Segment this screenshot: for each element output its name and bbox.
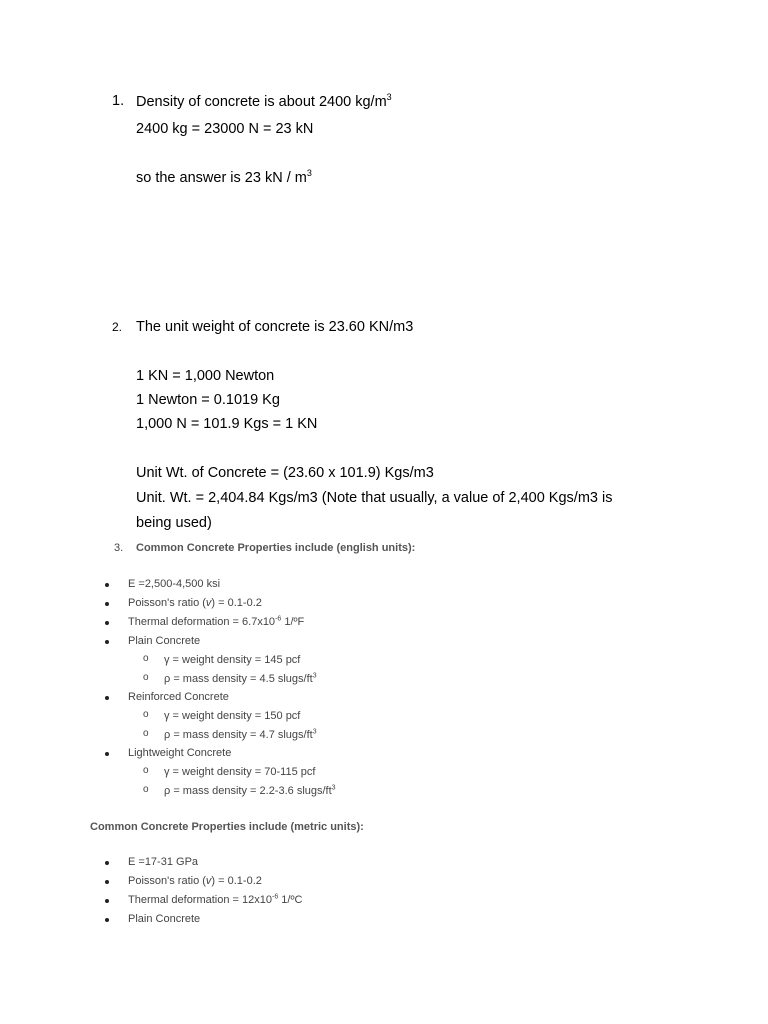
thermal-unit: 1/ºF xyxy=(281,616,305,628)
unit-wt-result-line: Unit. Wt. = 2,404.84 Kgs/m3 (Note that usually, a value of 2,400 Kgs/m3 is xyxy=(136,490,613,506)
poisson-value: ) = 0.1-0.2 xyxy=(211,875,262,887)
bullet-marker xyxy=(105,918,109,922)
english-lightweight-concrete: Lightweight Concrete xyxy=(128,747,232,759)
reinforced-mass-density xyxy=(164,728,317,742)
item-number-2: 2. xyxy=(112,320,123,334)
thermal-exponent: -6 xyxy=(275,615,282,623)
english-e-value: E =2,500-4,500 ksi xyxy=(128,578,221,590)
unit-wt-note-line: being used) xyxy=(136,515,212,531)
bullet-marker xyxy=(105,602,109,606)
sub-bullet-marker: o xyxy=(143,784,149,795)
metric-units-heading: Common Concrete Properties include (metric units): xyxy=(90,821,364,833)
poisson-symbol: v xyxy=(205,597,212,609)
english-plain-concrete: Plain Concrete xyxy=(128,635,201,647)
item-number-3: 3. xyxy=(114,542,124,554)
reinforced-mass-density-text: ρ = mass density = 4.7 slugs/ft xyxy=(164,729,313,741)
bullet-marker xyxy=(105,880,109,884)
bullet-marker xyxy=(105,899,109,903)
bullet-marker xyxy=(105,696,109,700)
sub-bullet-marker: o xyxy=(143,653,149,664)
metric-thermal-deformation xyxy=(128,893,302,907)
item-number-1: 1. xyxy=(112,93,125,109)
newton-kg-line: 1 Newton = 0.1019 Kg xyxy=(136,392,280,408)
reinforced-weight-density: γ = weight density = 150 pcf xyxy=(164,710,301,722)
sub-bullet-marker: o xyxy=(143,672,149,683)
english-reinforced-concrete: Reinforced Concrete xyxy=(128,691,229,703)
sub-bullet-marker: o xyxy=(143,728,149,739)
lightweight-mass-density-exponent: 3 xyxy=(331,784,336,792)
poisson-value: ) = 0.1-0.2 xyxy=(211,597,262,609)
bullet-marker xyxy=(105,861,109,865)
bullet-marker xyxy=(105,752,109,756)
unit-wt-formula-line: Unit Wt. of Concrete = (23.60 x 101.9) Kgs/m3 xyxy=(136,465,434,481)
reinforced-mass-density-exponent: 3 xyxy=(312,728,317,736)
thermal-unit: 1/ºC xyxy=(278,894,303,906)
thermal-exponent: -6 xyxy=(272,893,279,901)
kn-newton-line: 1 KN = 1,000 Newton xyxy=(136,368,275,384)
english-units-heading: Common Concrete Properties include (english units): xyxy=(136,542,416,554)
density-line xyxy=(136,90,392,114)
english-thermal-deformation xyxy=(128,615,304,629)
metric-plain-concrete: Plain Concrete xyxy=(128,913,201,925)
bullet-marker xyxy=(105,583,109,587)
metric-poisson-ratio xyxy=(128,874,262,888)
density-exponent: 3 xyxy=(386,92,392,103)
bullet-marker xyxy=(105,640,109,644)
plain-weight-density: γ = weight density = 145 pcf xyxy=(164,654,301,666)
poisson-label: Poisson's ratio ( xyxy=(128,875,206,887)
thermal-label: Thermal deformation = 6.7x10 xyxy=(128,616,276,628)
metric-e-value: E =17-31 GPa xyxy=(128,856,199,868)
plain-mass-density-exponent: 3 xyxy=(312,672,317,680)
sub-bullet-marker: o xyxy=(143,765,149,776)
conversion-line: 2400 kg = 23000 N = 23 kN xyxy=(136,121,314,137)
bullet-marker xyxy=(105,621,109,625)
poisson-symbol: v xyxy=(205,875,212,887)
answer-line xyxy=(136,166,312,190)
answer-text: so the answer is 23 kN / m xyxy=(136,170,307,186)
density-text: Density of concrete is about 2400 kg/m xyxy=(136,94,387,110)
lightweight-mass-density-text: ρ = mass density = 2.2-3.6 slugs/ft xyxy=(164,785,332,797)
plain-mass-density-text: ρ = mass density = 4.5 slugs/ft xyxy=(164,673,313,685)
sub-bullet-marker: o xyxy=(143,709,149,720)
thermal-label: Thermal deformation = 12x10 xyxy=(128,894,272,906)
lightweight-weight-density: γ = weight density = 70-115 pcf xyxy=(164,766,316,778)
lightweight-mass-density xyxy=(164,784,336,798)
plain-mass-density xyxy=(164,672,317,686)
n-kgs-line: 1,000 N = 101.9 Kgs = 1 KN xyxy=(136,416,318,432)
unit-weight-line: The unit weight of concrete is 23.60 KN/m3 xyxy=(136,319,414,335)
english-poisson-ratio xyxy=(128,596,262,610)
poisson-label: Poisson's ratio ( xyxy=(128,597,206,609)
answer-exponent: 3 xyxy=(306,168,312,179)
